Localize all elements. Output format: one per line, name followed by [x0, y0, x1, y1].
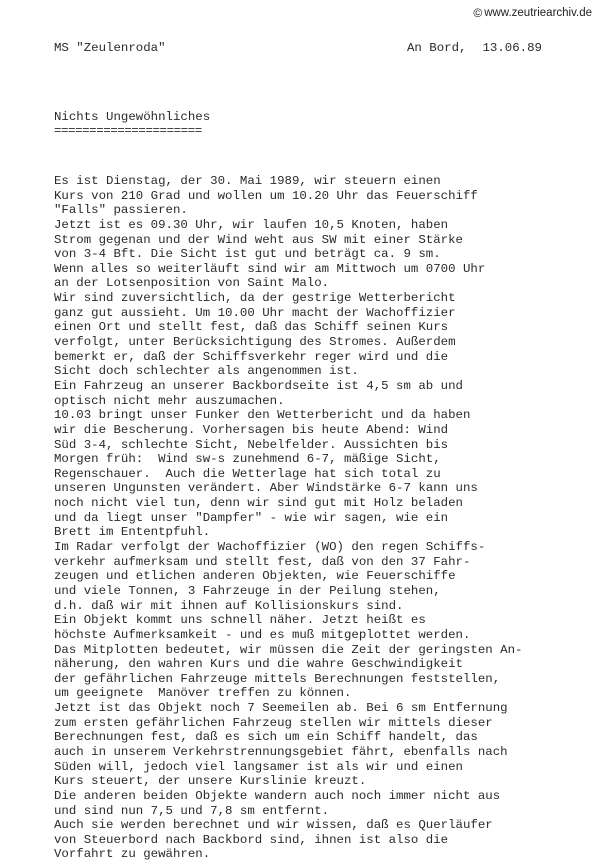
body-line: und da liegt unser "Dampfer" - wie wir sagen, wie ein	[54, 510, 449, 525]
body-line: Das Mitplotten bedeutet, wir müssen die Zeit der geringsten An-	[54, 642, 523, 657]
body-line: und sind nun 7,5 und 7,8 sm entfernt.	[54, 803, 330, 818]
body-line: an der Lotsenposition von Saint Malo.	[54, 276, 330, 291]
body-line: näherung, den wahren Kurs und die wahre Geschwindigkeit	[54, 657, 463, 672]
body-line: Es ist Dienstag, der 30. Mai 1989, wir steuern einen	[54, 174, 441, 188]
body-line: Jetzt ist es 09.30 Uhr, wir laufen 10,5 Knoten, haben	[54, 217, 449, 232]
body-line: Sicht doch schlechter als angenommen ist.	[54, 364, 359, 379]
body-line: "Falls" passieren.	[54, 203, 188, 218]
watermark-text: www.zeutriearchiv.de	[484, 7, 592, 19]
letter-header	[54, 41, 542, 55]
date: 13.06.89	[482, 41, 542, 55]
body-line: von 3-4 Bft. Die Sicht ist gut und beträgt ca. 9 sm.	[54, 247, 441, 262]
body-line: unseren Ungunsten verändert. Aber Windstärke 6-7 kann uns	[54, 481, 478, 496]
body-line: zeugen und etlichen anderen Objekten, wie Feuerschiffe	[54, 569, 456, 584]
body-line: Strom gegenan und der Wind weht aus SW mit einer Stärke	[54, 232, 463, 247]
place: An Bord,	[407, 41, 467, 55]
body-line: und viele Tonnen, 3 Fahrzeuge in der Peilung stehen,	[54, 583, 441, 598]
body-line: d.h. daß wir mit ihnen auf Kollisionskurs sind.	[54, 598, 404, 613]
body-line: bemerkt er, daß der Schiffsverkehr reger wird und die	[54, 349, 449, 364]
body-line: Morgen früh: Wind sw-s zunehmend 6-7, mäßige Sicht,	[54, 452, 441, 467]
body-line: höchste Aufmerksamkeit - und es muß mitgeplottet werden.	[54, 627, 471, 642]
body-text	[54, 174, 600, 862]
body-line: Brett im Ententpfuhl.	[54, 525, 211, 540]
body-line: einen Ort und stellt fest, daß das Schiff seinen Kurs	[54, 320, 449, 335]
body-line: um geeignete Manöver treffen zu können.	[54, 686, 352, 701]
copyright-icon: ©	[473, 6, 483, 20]
body-line: von Steuerbord nach Backbord sind, ihnen ist also die	[54, 832, 449, 847]
body-line: wir die Bescherung. Vorhersagen bis heute Abend: Wind	[54, 422, 449, 437]
body-line: Süden will, jedoch viel langsamer ist als wir und einen	[54, 759, 463, 774]
body-line: ganz gut aussieht. Um 10.00 Uhr macht der Wachoffizier	[54, 305, 456, 320]
body-line: Ein Fahrzeug an unserer Backbordseite ist 4,5 sm ab und	[54, 378, 463, 393]
body-line: zum ersten gefährlichen Fahrzeug stellen wir mittels dieser	[54, 715, 493, 730]
body-line: Wir sind zuversichtlich, da der gestrige Wetterbericht	[54, 291, 456, 306]
body-line: optisch nicht mehr auszumachen.	[54, 393, 285, 408]
body-line: Berechnungen fest, daß es sich um ein Schiff handelt, das	[54, 730, 478, 745]
body-line: Jetzt ist das Objekt noch 7 Seemeilen ab. Bei 6 sm Entfernung	[54, 701, 508, 716]
document-title: Nichts Ungewöhnliches	[54, 110, 211, 124]
body-line: 10.03 bringt unser Funker den Wetterbericht und da haben	[54, 408, 471, 423]
body-line: Regenschauer. Auch die Wetterlage hat sich total zu	[54, 466, 441, 481]
ship-name: MS "Zeulenroda"	[54, 41, 166, 55]
body-line: noch nicht viel tun, denn wir sind gut mit Holz beladen	[54, 496, 463, 511]
place-date	[407, 41, 542, 55]
body-line: Im Radar verfolgt der Wachoffizier (WO) den regen Schiffs-	[54, 540, 486, 555]
body-line: Wenn alles so weiterläuft sind wir am Mittwoch um 0700 Uhr	[54, 261, 486, 276]
title-underline: =====================	[54, 124, 202, 138]
body-line: der gefährlichen Fahrzeuge mittels Berechnungen feststellen,	[54, 671, 501, 686]
body-line: Kurs steuert, der unsere Kurslinie kreuzt.	[54, 774, 367, 789]
body-line: Auch sie werden berechnet und wir wissen, daß es Querläufer	[54, 818, 493, 833]
body-line: verkehr aufmerksam und stellt fest, daß von den 37 Fahr-	[54, 554, 471, 569]
body-line: Kurs von 210 Grad und wollen um 10.20 Uhr das Feuerschiff	[54, 188, 478, 203]
watermark	[473, 6, 592, 20]
body-line: Die anderen beiden Objekte wandern auch noch immer nicht aus	[54, 788, 501, 803]
body-line: verfolgt, unter Berücksichtigung des Stromes. Außerdem	[54, 335, 456, 350]
body-line: Ein Objekt kommt uns schnell näher. Jetzt heißt es	[54, 613, 426, 628]
body-line: Süd 3-4, schlechte Sicht, Nebelfelder. Aussichten bis	[54, 437, 449, 452]
body-line: auch in unserem Verkehrstrennungsgebiet fährt, ebenfalls nach	[54, 744, 508, 759]
body-line: Vorfahrt zu gewähren.	[54, 847, 211, 862]
